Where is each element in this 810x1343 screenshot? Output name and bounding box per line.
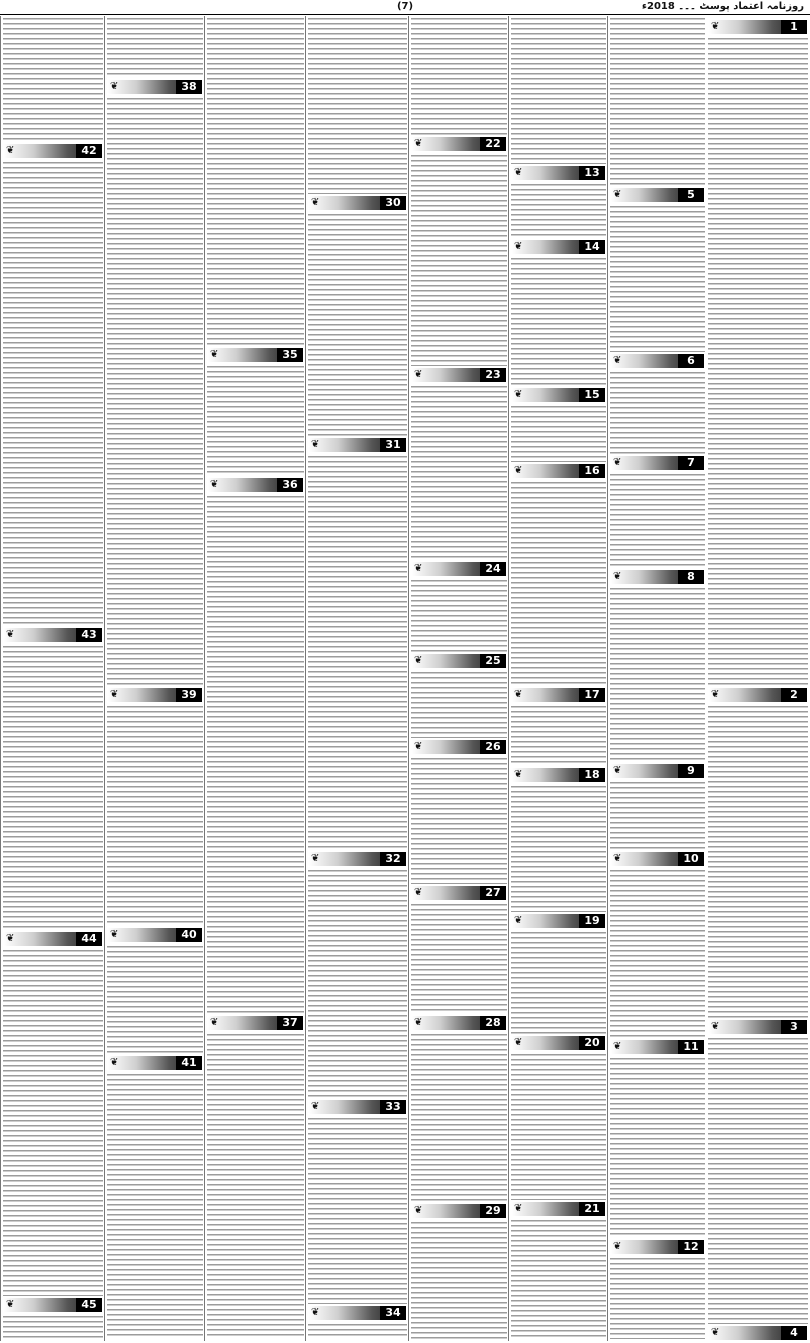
- article-text: [3, 1316, 103, 1339]
- article-text: [610, 18, 705, 186]
- article-text: [708, 706, 808, 1018]
- story-number-marker: [412, 562, 506, 576]
- story-number-marker: [512, 1036, 605, 1050]
- story-number-marker: [611, 354, 704, 368]
- leaf-ornament-icon: ❦: [414, 563, 423, 574]
- story-number: 25: [480, 654, 506, 668]
- story-number: 40: [176, 928, 202, 942]
- story-number-marker: [412, 886, 506, 900]
- leaf-ornament-icon: ❦: [6, 145, 15, 156]
- story-number: 30: [380, 196, 406, 210]
- leaf-ornament-icon: ❦: [6, 629, 15, 640]
- article-text: [511, 1220, 606, 1339]
- article-text: [708, 1038, 808, 1324]
- article-text: [308, 456, 407, 850]
- story-number-marker: [611, 570, 704, 584]
- column-7: [104, 16, 205, 1341]
- story-number-marker: [611, 1240, 704, 1254]
- article-text: [308, 870, 407, 1098]
- leaf-ornament-icon: ❦: [514, 689, 523, 700]
- article-text: [308, 18, 407, 194]
- story-number: 16: [579, 464, 605, 478]
- leaf-ornament-icon: ❦: [311, 1307, 320, 1318]
- story-number: 18: [579, 768, 605, 782]
- leaf-ornament-icon: ❦: [514, 465, 523, 476]
- article-text: [411, 155, 507, 366]
- story-number-marker: [512, 914, 605, 928]
- leaf-ornament-icon: ❦: [514, 389, 523, 400]
- leaf-ornament-icon: ❦: [210, 479, 219, 490]
- article-text: [308, 1324, 407, 1339]
- article-text: [3, 646, 103, 930]
- story-number-marker: [709, 20, 807, 34]
- story-number: 36: [277, 478, 303, 492]
- story-number-marker: [709, 1020, 807, 1034]
- story-number-marker: [512, 688, 605, 702]
- article-text: [107, 18, 203, 78]
- leaf-ornament-icon: ❦: [110, 929, 119, 940]
- leaf-ornament-icon: ❦: [514, 769, 523, 780]
- article-text: [308, 1118, 407, 1304]
- masthead: روزنامہ اعتماد پوسٹ ۔۔۔ 2018ء: [641, 1, 804, 12]
- leaf-ornament-icon: ❦: [711, 689, 720, 700]
- article-text: [511, 406, 606, 462]
- story-number-marker: [309, 852, 406, 866]
- story-number-marker: [309, 196, 406, 210]
- story-number: 35: [277, 348, 303, 362]
- article-text: [207, 366, 304, 476]
- leaf-ornament-icon: ❦: [311, 1101, 320, 1112]
- leaf-ornament-icon: ❦: [311, 853, 320, 864]
- article-text: [3, 162, 103, 626]
- story-number-marker: [309, 1306, 406, 1320]
- article-text: [207, 1034, 304, 1339]
- leaf-ornament-icon: ❦: [613, 189, 622, 200]
- leaf-ornament-icon: ❦: [210, 349, 219, 360]
- article-text: [610, 1258, 705, 1339]
- leaf-ornament-icon: ❦: [613, 1241, 622, 1252]
- story-number-marker: [512, 388, 605, 402]
- leaf-ornament-icon: ❦: [311, 197, 320, 208]
- story-number-marker: [412, 137, 506, 151]
- column-5: [305, 16, 409, 1341]
- article-text: [308, 214, 407, 436]
- story-number: 7: [678, 456, 704, 470]
- story-number: 29: [480, 1204, 506, 1218]
- story-number: 44: [76, 932, 102, 946]
- article-text: [610, 588, 705, 762]
- leaf-ornament-icon: ❦: [613, 355, 622, 366]
- story-number: 2: [781, 688, 807, 702]
- story-number-marker: [412, 368, 506, 382]
- leaf-ornament-icon: ❦: [6, 933, 15, 944]
- leaf-ornament-icon: ❦: [613, 765, 622, 776]
- leaf-ornament-icon: ❦: [414, 655, 423, 666]
- leaf-ornament-icon: ❦: [711, 1327, 720, 1338]
- story-number: 39: [176, 688, 202, 702]
- article-text: [411, 580, 507, 652]
- article-text: [411, 904, 507, 1014]
- story-number: 32: [380, 852, 406, 866]
- leaf-ornament-icon: ❦: [613, 457, 622, 468]
- story-number-marker: [512, 768, 605, 782]
- story-number: 24: [480, 562, 506, 576]
- story-number-marker: [412, 740, 506, 754]
- story-number: 38: [176, 80, 202, 94]
- leaf-ornament-icon: ❦: [514, 167, 523, 178]
- story-number-marker: [108, 928, 202, 942]
- article-text: [107, 98, 203, 686]
- story-number-marker: [709, 1326, 807, 1340]
- story-number-marker: [208, 478, 303, 492]
- story-number: 33: [380, 1100, 406, 1114]
- story-number: 14: [579, 240, 605, 254]
- leaf-ornament-icon: ❦: [613, 1041, 622, 1052]
- article-text: [107, 706, 203, 926]
- story-number: 26: [480, 740, 506, 754]
- story-number-marker: [611, 852, 704, 866]
- story-number: 1: [781, 20, 807, 34]
- story-number-marker: [709, 688, 807, 702]
- leaf-ornament-icon: ❦: [110, 1057, 119, 1068]
- story-number: 34: [380, 1306, 406, 1320]
- story-number: 27: [480, 886, 506, 900]
- story-number: 43: [76, 628, 102, 642]
- story-number: 42: [76, 144, 102, 158]
- story-number: 3: [781, 1020, 807, 1034]
- leaf-ornament-icon: ❦: [311, 439, 320, 450]
- story-number: 21: [579, 1202, 605, 1216]
- article-text: [610, 372, 705, 454]
- story-number: 5: [678, 188, 704, 202]
- article-text: [610, 206, 705, 352]
- article-text: [511, 1054, 606, 1200]
- leaf-ornament-icon: ❦: [613, 571, 622, 582]
- article-text: [411, 386, 507, 560]
- story-number: 13: [579, 166, 605, 180]
- story-number-marker: [208, 1016, 303, 1030]
- page-header: [0, 0, 810, 15]
- article-text: [511, 786, 606, 912]
- story-number: 6: [678, 354, 704, 368]
- story-number: 17: [579, 688, 605, 702]
- article-text: [207, 496, 304, 1014]
- story-number-marker: [4, 144, 102, 158]
- leaf-ornament-icon: ❦: [110, 81, 119, 92]
- leaf-ornament-icon: ❦: [6, 1299, 15, 1310]
- leaf-ornament-icon: ❦: [414, 138, 423, 149]
- story-number: 23: [480, 368, 506, 382]
- story-number: 41: [176, 1056, 202, 1070]
- column-1: [706, 16, 810, 1341]
- leaf-ornament-icon: ❦: [613, 853, 622, 864]
- story-number: 45: [76, 1298, 102, 1312]
- column-6: [204, 16, 306, 1341]
- article-text: [411, 1222, 507, 1339]
- story-number-marker: [4, 628, 102, 642]
- story-number: 37: [277, 1016, 303, 1030]
- story-number: 22: [480, 137, 506, 151]
- story-number-marker: [412, 1204, 506, 1218]
- story-number-marker: [4, 932, 102, 946]
- story-number-marker: [512, 464, 605, 478]
- leaf-ornament-icon: ❦: [110, 689, 119, 700]
- page-number: (7): [396, 1, 414, 12]
- story-number-marker: [208, 348, 303, 362]
- article-text: [511, 932, 606, 1034]
- leaf-ornament-icon: ❦: [414, 1205, 423, 1216]
- article-text: [511, 706, 606, 766]
- story-number-marker: [512, 240, 605, 254]
- column-4: [408, 16, 509, 1341]
- article-text: [511, 18, 606, 164]
- article-text: [107, 1074, 203, 1339]
- article-text: [708, 38, 808, 686]
- story-number: 9: [678, 764, 704, 778]
- story-number-marker: [4, 1298, 102, 1312]
- story-number-marker: [512, 1202, 605, 1216]
- story-number-marker: [412, 654, 506, 668]
- article-text: [610, 870, 705, 1038]
- story-number: 8: [678, 570, 704, 584]
- column-3: [508, 16, 608, 1341]
- article-text: [610, 782, 705, 850]
- leaf-ornament-icon: ❦: [514, 915, 523, 926]
- leaf-ornament-icon: ❦: [210, 1017, 219, 1028]
- story-number: 31: [380, 438, 406, 452]
- story-number-marker: [309, 438, 406, 452]
- article-text: [411, 758, 507, 884]
- leaf-ornament-icon: ❦: [414, 887, 423, 898]
- article-text: [610, 474, 705, 568]
- article-text: [207, 18, 304, 346]
- leaf-ornament-icon: ❦: [514, 1037, 523, 1048]
- leaf-ornament-icon: ❦: [514, 241, 523, 252]
- leaf-ornament-icon: ❦: [514, 1203, 523, 1214]
- story-number-marker: [108, 80, 202, 94]
- story-number: 19: [579, 914, 605, 928]
- story-number-marker: [611, 188, 704, 202]
- article-text: [411, 1034, 507, 1202]
- story-number-marker: [512, 166, 605, 180]
- column-8: [0, 16, 105, 1341]
- story-number: 10: [678, 852, 704, 866]
- article-text: [411, 672, 507, 738]
- article-text: [511, 184, 606, 238]
- story-number: 28: [480, 1016, 506, 1030]
- leaf-ornament-icon: ❦: [414, 369, 423, 380]
- article-text: [411, 18, 507, 135]
- article-text: [3, 950, 103, 1296]
- article-text: [3, 18, 103, 142]
- story-number-marker: [108, 1056, 202, 1070]
- story-number: 4: [781, 1326, 807, 1340]
- story-number-marker: [108, 688, 202, 702]
- story-number-marker: [611, 1040, 704, 1054]
- story-number: 20: [579, 1036, 605, 1050]
- article-text: [610, 1058, 705, 1238]
- story-number: 12: [678, 1240, 704, 1254]
- article-text: [511, 258, 606, 386]
- story-number-marker: [611, 764, 704, 778]
- leaf-ornament-icon: ❦: [711, 1021, 720, 1032]
- leaf-ornament-icon: ❦: [414, 1017, 423, 1028]
- story-number-marker: [309, 1100, 406, 1114]
- leaf-ornament-icon: ❦: [414, 741, 423, 752]
- column-2: [607, 16, 707, 1341]
- article-text: [511, 482, 606, 686]
- leaf-ornament-icon: ❦: [711, 21, 720, 32]
- story-number: 11: [678, 1040, 704, 1054]
- story-number-marker: [611, 456, 704, 470]
- story-number-marker: [412, 1016, 506, 1030]
- story-number: 15: [579, 388, 605, 402]
- article-text: [107, 946, 203, 1054]
